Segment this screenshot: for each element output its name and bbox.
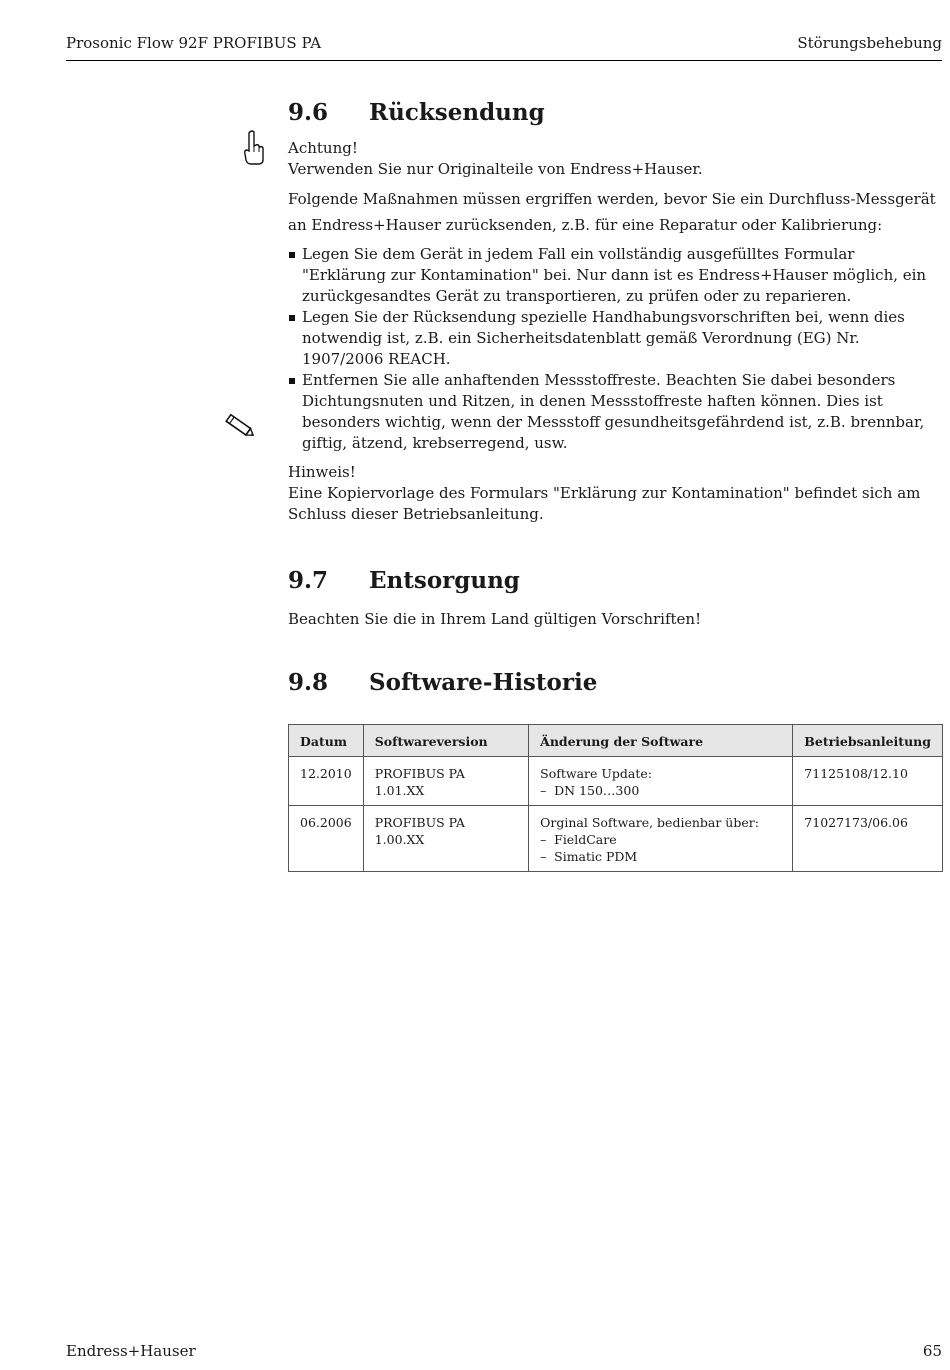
- header-chapter: Störungsbehebung: [797, 34, 942, 52]
- return-steps-list: [288, 244, 942, 454]
- change-heading: Orginal Software, bedienbar über:: [540, 815, 759, 830]
- column-header-date: Datum: [289, 725, 364, 757]
- column-header-change: Änderung der Software: [529, 725, 793, 757]
- version-line: 1.00.XX: [374, 832, 425, 847]
- table-header-row: [289, 725, 943, 757]
- section-heading-9-8: [288, 665, 942, 701]
- change-item: – FieldCare: [540, 831, 781, 848]
- note-label: Hinweis!: [288, 463, 356, 481]
- page-number: 65: [922, 1342, 942, 1360]
- return-intro: Folgende Maßnahmen müssen ergriffen werden, bevor Sie ein Durchfluss-Messgerät an Endress+Hauser zurücksenden, z.B. für eine Reparatur oder Kalibrierung:: [288, 190, 936, 234]
- caution-label: Achtung!: [288, 139, 358, 157]
- pencil-icon: [222, 410, 258, 442]
- version-line: 1.01.XX: [374, 783, 425, 798]
- cell-version: [363, 806, 528, 872]
- pointing-hand-icon: [243, 130, 265, 166]
- version-line: PROFIBUS PA: [374, 815, 465, 830]
- section-number: 9.6: [288, 99, 329, 126]
- section-heading-9-6: [288, 95, 942, 131]
- version-line: PROFIBUS PA: [374, 766, 465, 781]
- software-history-table: [288, 724, 943, 872]
- section-number: 9.7: [288, 567, 329, 594]
- cell-date: 06.2006: [289, 806, 364, 872]
- cell-change: [529, 806, 793, 872]
- table-row: [289, 757, 943, 806]
- column-header-manual: Betriebsanleitung: [793, 725, 943, 757]
- cell-date: 12.2010: [289, 757, 364, 806]
- section-title: Software-Historie: [369, 669, 598, 696]
- list-item: Legen Sie dem Gerät in jedem Fall ein vollständig ausgefülltes Formular "Erklärung zur Kontamination" bei. Nur dann ist es Endress+Hauser möglich, ein zurückgesandtes Gerät zu transportieren, zu prüfen oder zu reparieren.: [288, 244, 942, 307]
- footer-company: Endress+Hauser: [66, 1342, 196, 1360]
- change-item: – Simatic PDM: [540, 848, 781, 865]
- disposal-text: Beachten Sie die in Ihrem Land gültigen Vorschriften!: [288, 610, 702, 628]
- column-header-version: Softwareversion: [363, 725, 528, 757]
- main-content: [288, 95, 942, 872]
- note-text: Eine Kopiervorlage des Formulars "Erklärung zur Kontamination" befindet sich am Schluss dieser Betriebsanleitung.: [288, 484, 921, 523]
- list-item: Legen Sie der Rücksendung spezielle Handhabungsvorschriften bei, wenn dies notwendig ist, z.B. ein Sicherheitsdatenblatt gemäß Verordnung (EG) Nr. 1907/2006 REACH.: [288, 307, 942, 370]
- table-row: [289, 806, 943, 872]
- cell-manual: 71027173/06.06: [793, 806, 943, 872]
- page-header: [66, 32, 942, 61]
- section-title: Rücksendung: [369, 99, 545, 126]
- caution-text: Verwenden Sie nur Originalteile von Endress+Hauser.: [288, 160, 703, 178]
- change-heading: Software Update:: [540, 766, 652, 781]
- cell-version: [363, 757, 528, 806]
- section-title: Entsorgung: [369, 567, 520, 594]
- cell-change: [529, 757, 793, 806]
- change-item: – DN 150…300: [540, 782, 781, 799]
- header-product: Prosonic Flow 92F PROFIBUS PA: [66, 34, 322, 52]
- list-item: Entfernen Sie alle anhaftenden Messstoffreste. Beachten Sie dabei besonders Dichtungsnuten und Ritzen, in denen Messstoffreste haften können. Dies ist besonders wichtig, wenn der Messstoff gesundheitsgefährdend ist, z.B. brennbar, giftig, ätzend, krebserregend, usw.: [288, 370, 942, 454]
- section-heading-9-7: [288, 563, 942, 599]
- section-number: 9.8: [288, 669, 329, 696]
- cell-manual: 71125108/12.10: [793, 757, 943, 806]
